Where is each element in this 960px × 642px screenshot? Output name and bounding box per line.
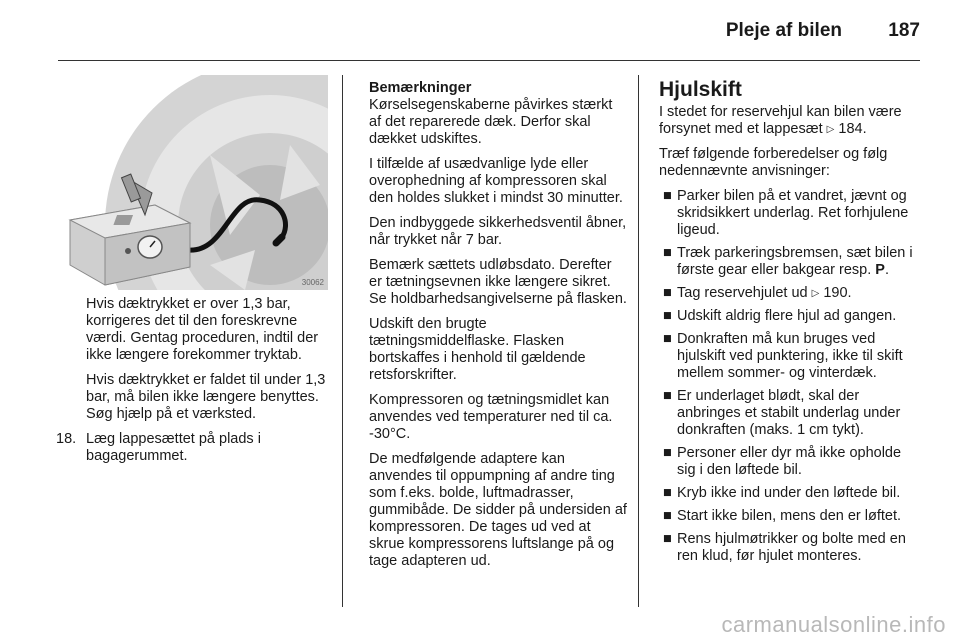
bullet-icon: ■ xyxy=(663,308,672,324)
notes-paragraph: Udskift den brugte tætningsmiddelflaske. Flasken bortskaffes i henhold til gældende retsforskrifter. xyxy=(369,316,586,383)
notes-paragraph: Den indbyggede sikkerhedsventil åbner, når trykket når 7 bar. xyxy=(369,215,627,248)
list-item xyxy=(659,331,923,382)
bullet-icon: ■ xyxy=(663,388,672,404)
list-item xyxy=(659,531,923,565)
list-item xyxy=(659,508,923,525)
pressure-over-text: Hvis dæktrykket er over 1,3 bar, korrigeres det til den foreskrevne værdi. Gentag proceduren, indtil der ikke længere forekommer tryktab. xyxy=(86,296,319,363)
bullet-icon: ■ xyxy=(663,245,672,261)
column-divider-1 xyxy=(342,75,343,607)
list-item-text: Tag reservehjulet ud xyxy=(677,285,808,301)
bullet-icon: ■ xyxy=(663,445,672,461)
list-item xyxy=(659,285,923,302)
list-item-text: Parker bilen på et vandret, jævnt og skridsikkert underlag. Ret forhjulene ligeud. xyxy=(677,188,909,238)
gear-label: P xyxy=(875,262,885,278)
step-number: 18. xyxy=(56,431,77,447)
notes-paragraph: Bemærk sættets udløbsdato. Derefter er tætningsevnen ikke længere sikret. Se holdbarhedsangivelserne på flasken. xyxy=(369,257,627,307)
column-3 xyxy=(659,78,923,571)
column-divider-2 xyxy=(638,75,639,607)
notes-heading: Bemærkninger xyxy=(369,80,472,96)
list-item xyxy=(659,388,923,439)
page-reference[interactable]: 190. xyxy=(823,285,852,301)
notes-paragraph: Kompressoren og tætningsmidlet kan anvendes ved temperaturer ned til ca. -30°C. xyxy=(369,392,613,442)
bullet-icon: ■ xyxy=(663,188,672,204)
section-heading: Hjulskift xyxy=(659,78,742,101)
tyre-compressor-drawing xyxy=(60,75,328,290)
notes-paragraph: Kørselsegenskaberne påvirkes stærkt af det reparerede dæk. Derfor skal dækket udskiftes. xyxy=(369,97,613,147)
list-item-text: Personer eller dyr må ikke opholde sig i den løftede bil. xyxy=(677,445,902,478)
header-divider xyxy=(58,60,920,61)
column-1 xyxy=(56,296,328,473)
tyre-compressor-illustration xyxy=(60,75,328,290)
list-item xyxy=(659,308,923,325)
list-item xyxy=(659,485,923,502)
list-item: ■ Træk parkeringsbremsen, sæt bilen i første gear eller bakgear resp. P. xyxy=(663,245,913,278)
triangle-right-icon: ▷ xyxy=(826,124,835,135)
instructions-list xyxy=(659,188,923,565)
figure-number: 30062 xyxy=(301,278,324,287)
notes-paragraph: I tilfælde af usædvanlige lyde eller overophedning af kompressoren skal den holdes slukket i mindst 30 minutter. xyxy=(369,156,623,206)
bullet-icon: ■ xyxy=(663,531,672,547)
column-2 xyxy=(369,80,627,578)
list-item-text: Donkraften må kun bruges ved hjulskift ved punktering, ikke til skift mellem sommer- og vinterdæk. xyxy=(677,331,903,381)
pressure-under-text: Hvis dæktrykket er faldet til under 1,3 bar, må bilen ikke længere benyttes. Søg hjælp på et værksted. xyxy=(86,372,326,422)
list-item xyxy=(659,188,923,239)
list-item-text: Træk parkeringsbremsen, sæt bilen i første gear eller bakgear resp. xyxy=(677,245,913,278)
preparation-text: Træf følgende forberedelser og følg nedennævnte anvisninger: xyxy=(659,146,888,179)
bullet-icon: ■ xyxy=(663,508,672,524)
step-18 xyxy=(56,431,328,465)
triangle-right-icon: ▷ xyxy=(811,288,820,299)
bullet-icon: ■ xyxy=(663,331,672,347)
intro-sentence: I stedet for reservehjul kan bilen være forsynet med et lappesæt xyxy=(659,104,902,137)
list-item-text: Rens hjulmøtrikker og bolte med en ren klud, før hjulet monteres. xyxy=(677,531,906,564)
step-text: Læg lappesættet på plads i bagagerummet. xyxy=(86,431,261,464)
intro-text xyxy=(659,104,923,138)
page-header-title: Pleje af bilen xyxy=(725,20,842,41)
list-item-text: Udskift aldrig flere hjul ad gangen. xyxy=(677,308,897,324)
watermark: carmanualsonline.info xyxy=(721,612,946,637)
list-item-text: Er underlaget blødt, skal der anbringes et stabilt underlag under donkraften (maks. 1 cm tykt). xyxy=(677,388,901,438)
list-item xyxy=(659,445,923,479)
list-item-text: Start ikke bilen, mens den er løftet. xyxy=(677,508,902,524)
bullet-icon: ■ xyxy=(663,285,672,301)
bullet-icon: ■ xyxy=(663,485,672,501)
page-number: 187 xyxy=(888,20,920,41)
notes-paragraph: De medfølgende adaptere kan anvendes til oppumpning af andre ting som f.eks. bolde, luftmadrasser, gummibåde. De sidder på undersiden af kompressoren. De tages ud ved at skrue kompressorens luftslange på og tage adapteren ud. xyxy=(369,451,627,569)
page-reference[interactable]: 184. xyxy=(838,121,867,137)
list-item-text: Kryb ikke ind under den løftede bil. xyxy=(677,485,901,501)
